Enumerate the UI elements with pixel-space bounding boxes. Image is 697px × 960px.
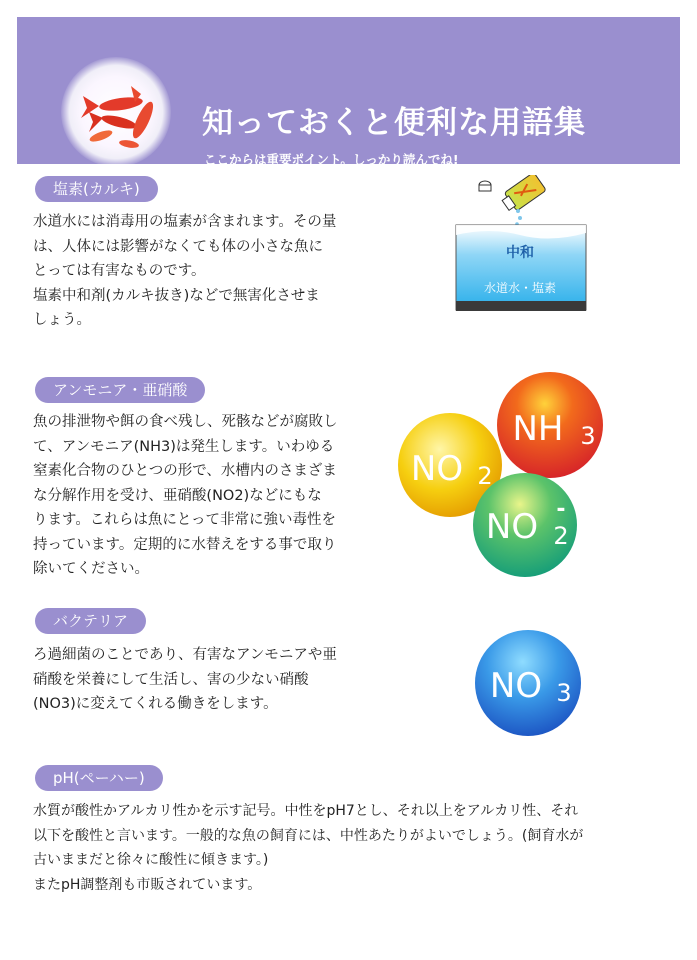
no2-ion-symbol: NO [485,507,539,547]
text-line: ります。これらは魚にとって非常に強い毒性を [33,512,337,528]
text-line: (NO3)に変えてくれる働きをします。 [33,696,278,712]
no3-subscript: 3 [556,679,572,707]
text-line: 窒素化合物のひとつの形で、水槽内のさまざま [33,463,337,479]
section-text-ammonia [33,410,338,582]
section-text-bacteria [33,643,337,717]
text-line: て、アンモニア(NH3)は発生します。いわゆる [33,438,335,455]
tank-bottom-label: 水道水・塩素 [483,281,557,295]
text-line: 持っています。定期的に水替えをする事で取り [33,536,337,553]
text-line: 水道水には消毒用の塩素が含まれます。その量 [33,214,337,230]
text-line: 古いままだと徐々に酸性に傾きます。) [33,852,269,868]
compound-circles-illustration [395,370,615,585]
text-line: 除いてください。 [33,561,149,577]
section-label-ph: pH(ペーハー) [35,765,163,791]
section-label-chlorine: 塩素(カルキ) [35,176,158,202]
no3-circle-illustration [470,625,590,740]
nh3-subscript: 3 [580,422,596,450]
section-label-bacteria: バクテリア [35,608,146,634]
text-line: 水質が酸性かアルカリ性かを示す記号。中性をpH7とし、それ以上をアルカリ性、それ [33,803,579,819]
section-text-chlorine [33,210,336,333]
header-banner [17,17,680,167]
text-line: しょう。 [33,312,91,328]
page-subtitle: ここからは重要ポイント。しっかり読んでね! [204,152,459,167]
text-line: 硝酸を栄養にして生活し、害の少ない硝酸 [33,671,309,688]
no2-symbol: NO [410,449,464,489]
text-line: またpH調整剤も市販されています。 [33,876,262,893]
section-text-ph [33,799,583,897]
no2-ion-subscript: 2 [553,522,569,550]
section-label-ammonia: アンモニア・亜硝酸 [35,377,205,403]
text-line: な分解作用を受け、亜硝酸(NO2)などにもな [33,487,322,504]
no2-subscript: 2 [477,462,493,490]
tank-top-label: 中和 [506,245,534,261]
no2-ion-circle [473,473,577,577]
text-line: 魚の排泄物や餌の食べ残し、死骸などが腐敗し [33,414,338,430]
no2-ion-charge: - [556,497,566,522]
chlorine-neutralizer-bottle-icon [479,175,546,226]
nh3-symbol: NH [512,409,564,449]
text-line: は、人体には影響がなくても体の小さな魚に [33,238,323,255]
page-title: 知っておくと便利な用語集 [202,105,586,141]
nh3-circle [497,372,603,478]
text-line: ろ過細菌のことであり、有害なアンモニアや亜 [33,647,337,663]
no3-symbol: NO [489,666,543,706]
text-line: 以下を酸性と言います。一般的な魚の飼育には、中性あたりがよいでしょう。(飼育水が [33,827,584,844]
water-tank-illustration [450,175,590,325]
goldfish-icon [61,62,171,162]
text-line: 塩素中和剤(カルキ抜き)などで無害化させま [33,287,320,304]
text-line: とっては有害なものです。 [33,263,206,279]
